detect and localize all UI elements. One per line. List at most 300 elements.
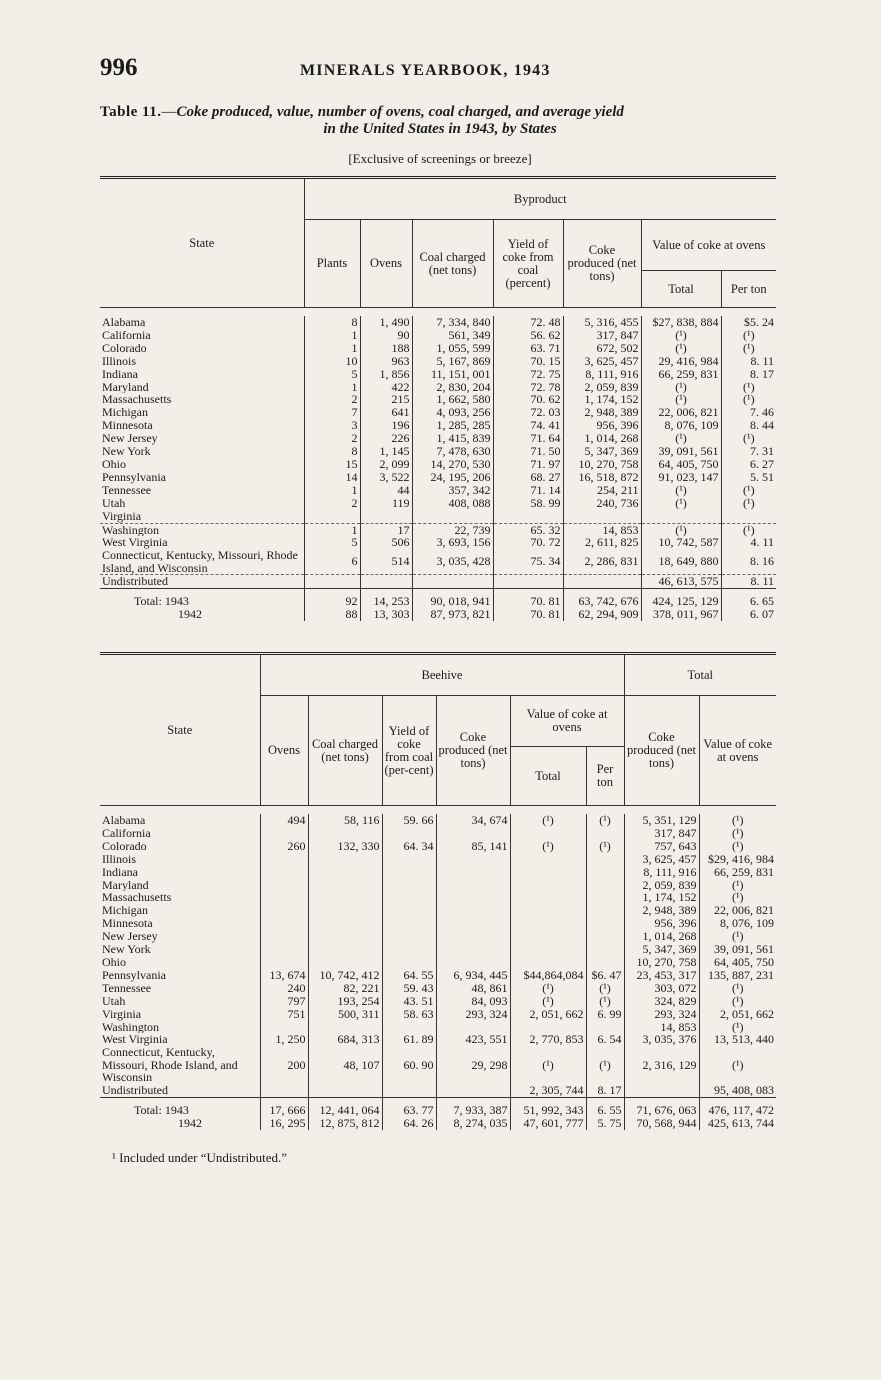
total-value: 14, 253 (360, 589, 412, 608)
value-cell (436, 1084, 510, 1097)
value-cell: 1, 174, 152 (563, 393, 641, 406)
state-cell: Washington (102, 1020, 160, 1034)
value-cell: 135, 887, 231 (699, 969, 776, 982)
value-cell: (¹) (586, 1046, 624, 1084)
value-cell: 2, 305, 744 (510, 1084, 586, 1097)
value-cell: 64, 405, 750 (641, 458, 721, 471)
value-cell: (¹) (699, 1021, 776, 1034)
value-cell (586, 904, 624, 917)
value-cell: 1, 490 (360, 316, 412, 329)
value-cell: 1, 250 (260, 1033, 308, 1046)
value-cell: 226 (360, 432, 412, 445)
value-cell (260, 917, 308, 930)
value-cell (436, 943, 510, 956)
value-cell: (¹) (641, 342, 721, 355)
value-cell (624, 1084, 699, 1097)
state-cell: Minnesota (102, 917, 153, 931)
value-cell: 200 (260, 1046, 308, 1084)
value-cell: 2 (304, 432, 360, 445)
col-coal-header: Coal charged (net tons) (412, 220, 493, 308)
table-row (100, 368, 776, 381)
value-cell (721, 510, 776, 523)
value-cell: 1 (304, 523, 360, 536)
value-cell: 7, 478, 630 (412, 445, 493, 458)
value-cell: 63. 71 (493, 342, 563, 355)
value-cell: 6, 934, 445 (436, 969, 510, 982)
value-cell (641, 510, 721, 523)
table-row (100, 866, 776, 879)
beehive-rows (100, 806, 776, 1130)
value-cell: 5, 316, 455 (563, 316, 641, 329)
value-cell: 8. 17 (721, 368, 776, 381)
value-cell: (¹) (586, 840, 624, 853)
value-cell: 14, 853 (624, 1021, 699, 1034)
state-cell: New Jersey (102, 432, 158, 446)
state-cell: Pennsylvania (102, 470, 166, 484)
value-cell: $6. 47 (586, 969, 624, 982)
state-cell: Undistributed (102, 1083, 168, 1097)
value-cell: 561, 349 (412, 329, 493, 342)
value-cell: 5, 347, 369 (624, 943, 699, 956)
value-cell: 1, 856 (360, 368, 412, 381)
value-cell: 29, 416, 984 (641, 355, 721, 368)
value-cell: 1 (304, 484, 360, 497)
value-cell: 5 (304, 368, 360, 381)
value-cell: 3, 522 (360, 471, 412, 484)
table-row (100, 523, 776, 536)
value-cell: 68. 27 (493, 471, 563, 484)
value-cell: 8, 076, 109 (641, 419, 721, 432)
value-cell: 2, 051, 662 (510, 1008, 586, 1021)
value-cell: 8. 17 (586, 1084, 624, 1097)
state-cell: Ohio (102, 955, 126, 969)
value-cell (360, 510, 412, 523)
total-value: 47, 601, 777 (510, 1117, 586, 1130)
running-title: MINERALS YEARBOOK, 1943 (300, 62, 551, 79)
total-value: 63, 742, 676 (563, 589, 641, 608)
value-cell (260, 853, 308, 866)
value-cell: 357, 342 (412, 484, 493, 497)
table-row (100, 497, 776, 510)
value-cell: 22, 006, 821 (641, 406, 721, 419)
total-group-header: Total (624, 654, 776, 696)
value-cell (412, 575, 493, 589)
table-row (100, 342, 776, 355)
total-value: 476, 117, 472 (699, 1097, 776, 1116)
value-cell: (¹) (586, 995, 624, 1008)
total-value: 8, 274, 035 (436, 1117, 510, 1130)
total-value: 6. 07 (721, 608, 776, 621)
value-cell (510, 879, 586, 892)
value-cell: 2, 099 (360, 458, 412, 471)
value-cell: 44 (360, 484, 412, 497)
value-cell: (¹) (721, 484, 776, 497)
state-cell: Utah (102, 496, 126, 510)
value-cell: $27, 838, 884 (641, 316, 721, 329)
total-value: 70, 568, 944 (624, 1117, 699, 1130)
value-cell: 324, 829 (624, 995, 699, 1008)
value-cell: 56. 62 (493, 329, 563, 342)
value-cell: 8, 111, 916 (563, 368, 641, 381)
value-cell: 963 (360, 355, 412, 368)
value-cell (308, 827, 382, 840)
value-cell: (¹) (699, 891, 776, 904)
state-cell: California (102, 826, 151, 840)
value-cell: 6. 27 (721, 458, 776, 471)
state-cell: Indiana (102, 367, 138, 381)
value-cell (304, 510, 360, 523)
col-value-perton-header: Per ton (586, 747, 624, 806)
value-cell: 5, 167, 869 (412, 355, 493, 368)
value-cell: 1, 145 (360, 445, 412, 458)
value-cell (382, 879, 436, 892)
col-coal-header: Coal charged (net tons) (308, 696, 382, 806)
value-cell (382, 904, 436, 917)
value-cell: 3, 035, 376 (624, 1033, 699, 1046)
value-cell: 3, 693, 156 (412, 536, 493, 549)
value-cell: 119 (360, 497, 412, 510)
value-cell: 58, 116 (308, 814, 382, 827)
value-cell: 408, 088 (412, 497, 493, 510)
value-cell: 1, 415, 839 (412, 432, 493, 445)
value-cell: (¹) (699, 827, 776, 840)
value-cell: (¹) (510, 1046, 586, 1084)
value-cell (436, 917, 510, 930)
state-cell: Minnesota (102, 419, 153, 433)
value-cell (260, 866, 308, 879)
value-cell: 72. 78 (493, 381, 563, 394)
state-cell: Ohio (102, 457, 126, 471)
value-cell: 10, 270, 758 (624, 956, 699, 969)
value-cell: 1 (304, 329, 360, 342)
value-cell: 751 (260, 1008, 308, 1021)
value-cell: 64. 34 (382, 840, 436, 853)
value-cell: 8 (304, 445, 360, 458)
value-cell: 90 (360, 329, 412, 342)
col-value-total-header: Total (510, 747, 586, 806)
value-cell: 641 (360, 406, 412, 419)
value-cell: 3, 625, 457 (624, 853, 699, 866)
value-cell: 14, 270, 530 (412, 458, 493, 471)
value-cell: 684, 313 (308, 1033, 382, 1046)
value-cell (382, 956, 436, 969)
value-cell: 13, 674 (260, 969, 308, 982)
value-cell: 24, 195, 206 (412, 471, 493, 484)
total-value: 6. 55 (586, 1097, 624, 1116)
value-cell: 4. 11 (721, 536, 776, 549)
value-cell (586, 891, 624, 904)
value-cell: 6. 99 (586, 1008, 624, 1021)
value-cell: 65. 32 (493, 523, 563, 536)
state-cell: Massachusetts (102, 393, 172, 407)
state-cell: Alabama (102, 814, 146, 827)
value-cell (260, 891, 308, 904)
value-cell: 71. 14 (493, 484, 563, 497)
value-cell: 1, 662, 580 (412, 393, 493, 406)
value-cell: 240, 736 (563, 497, 641, 510)
table-title-line2: in the United States in 1943, by States (323, 121, 557, 137)
state-cell: Utah (102, 994, 126, 1008)
value-cell: 7 (304, 406, 360, 419)
value-cell: 18, 649, 880 (641, 549, 721, 575)
value-cell (510, 904, 586, 917)
byproduct-group-header: Byproduct (304, 178, 776, 220)
value-cell (436, 904, 510, 917)
state-cell: Massachusetts (102, 891, 172, 905)
value-cell: 91, 023, 147 (641, 471, 721, 484)
value-cell: 14, 853 (563, 523, 641, 536)
value-cell: $29, 416, 984 (699, 853, 776, 866)
value-cell: (¹) (699, 930, 776, 943)
value-cell: 5, 351, 129 (624, 814, 699, 827)
value-cell: 2, 830, 204 (412, 381, 493, 394)
value-cell: 1, 174, 152 (624, 891, 699, 904)
value-cell: 72. 48 (493, 316, 563, 329)
value-cell: (¹) (641, 393, 721, 406)
state-cell: New Jersey (102, 930, 158, 944)
value-cell: $5. 24 (721, 316, 776, 329)
state-cell: Illinois (102, 354, 137, 368)
value-cell (360, 575, 412, 589)
table-title-line1: Coke produced, value, number of ovens, coal charged, and average yield (176, 104, 624, 120)
value-cell: (¹) (641, 432, 721, 445)
value-cell: (¹) (510, 814, 586, 827)
state-cell: Colorado (102, 839, 147, 853)
total-value: 425, 613, 744 (699, 1117, 776, 1130)
value-cell (510, 853, 586, 866)
value-cell (436, 827, 510, 840)
value-cell (510, 930, 586, 943)
value-cell: 2 (304, 393, 360, 406)
value-cell: 95, 408, 083 (699, 1084, 776, 1097)
value-cell (493, 510, 563, 523)
total-row (100, 589, 776, 608)
value-cell: 10, 742, 587 (641, 536, 721, 549)
total-value: 5. 75 (586, 1117, 624, 1130)
value-cell: (¹) (721, 497, 776, 510)
total-value: 17, 666 (260, 1097, 308, 1116)
col-plants-header: Plants (304, 220, 360, 308)
footnote: ¹ Included under “Undistributed.” (112, 1150, 288, 1165)
value-cell: 8, 111, 916 (624, 866, 699, 879)
value-cell: 2, 059, 839 (563, 381, 641, 394)
value-cell: 2, 948, 389 (563, 406, 641, 419)
value-cell: 71. 64 (493, 432, 563, 445)
value-cell: (¹) (699, 840, 776, 853)
value-cell: 43. 51 (382, 995, 436, 1008)
value-cell: 254, 211 (563, 484, 641, 497)
value-cell: 59. 66 (382, 814, 436, 827)
total-label: 1942 (178, 608, 202, 622)
value-cell: 10, 742, 412 (308, 969, 382, 982)
value-cell: 8. 11 (721, 575, 776, 589)
value-cell: 72. 03 (493, 406, 563, 419)
value-cell: 75. 34 (493, 549, 563, 575)
value-cell: 1, 285, 285 (412, 419, 493, 432)
table-row (100, 1033, 776, 1046)
state-cell: Pennsylvania (102, 968, 166, 982)
byproduct-rows (100, 308, 776, 622)
value-cell: (¹) (699, 879, 776, 892)
value-cell (586, 956, 624, 969)
value-cell (260, 930, 308, 943)
value-cell: 66, 259, 831 (641, 368, 721, 381)
value-cell: (¹) (721, 523, 776, 536)
state-cell: New York (102, 445, 151, 458)
value-cell: 60. 90 (382, 1046, 436, 1084)
value-cell: 506 (360, 536, 412, 549)
table-row (100, 995, 776, 1008)
table-row (100, 549, 776, 575)
value-cell (436, 956, 510, 969)
value-cell: (¹) (641, 497, 721, 510)
value-cell (586, 917, 624, 930)
value-cell: (¹) (641, 523, 721, 536)
value-cell: 193, 254 (308, 995, 382, 1008)
table-row (100, 1046, 776, 1084)
value-cell: (¹) (699, 1046, 776, 1084)
value-cell: 8. 44 (721, 419, 776, 432)
total-value: 378, 011, 967 (641, 608, 721, 621)
value-cell (510, 827, 586, 840)
table-row (100, 814, 776, 827)
value-cell: 8. 11 (721, 355, 776, 368)
value-cell (436, 853, 510, 866)
value-cell (586, 827, 624, 840)
col-state-header: State (100, 178, 304, 308)
table-row (100, 329, 776, 342)
value-cell: (¹) (586, 982, 624, 995)
col-ovens-header: Ovens (260, 696, 308, 806)
state-cell: Washington (102, 523, 160, 537)
table-row (100, 536, 776, 549)
total-value: 13, 303 (360, 608, 412, 621)
table-caption: Table 11.—Coke produced, value, number of ovens, coal charged, and average yield in the United States in 1943, by States (100, 104, 780, 138)
value-cell: 7, 334, 840 (412, 316, 493, 329)
value-cell: 2, 286, 831 (563, 549, 641, 575)
value-cell: 71. 97 (493, 458, 563, 471)
total-value: 51, 992, 343 (510, 1097, 586, 1116)
value-cell: 82, 221 (308, 982, 382, 995)
value-cell (510, 956, 586, 969)
value-cell (493, 575, 563, 589)
value-cell: 494 (260, 814, 308, 827)
value-cell: (¹) (510, 995, 586, 1008)
state-cell: Alabama (102, 316, 146, 329)
table-row (100, 853, 776, 866)
value-cell: 66, 259, 831 (699, 866, 776, 879)
value-cell: 2 (304, 497, 360, 510)
table-row (100, 510, 776, 523)
value-cell: 500, 311 (308, 1008, 382, 1021)
table-row (100, 484, 776, 497)
total-label: Total: 1943 (134, 594, 189, 609)
value-cell (260, 943, 308, 956)
state-cell: Tennessee (102, 981, 152, 995)
value-cell: (¹) (699, 814, 776, 827)
total-value: 87, 973, 821 (412, 608, 493, 621)
value-cell: 132, 330 (308, 840, 382, 853)
value-cell: (¹) (721, 381, 776, 394)
value-cell (308, 930, 382, 943)
table-row (100, 1008, 776, 1021)
value-cell: 1, 055, 599 (412, 342, 493, 355)
table-row (100, 316, 776, 329)
value-cell (586, 879, 624, 892)
value-cell (308, 879, 382, 892)
value-cell (586, 943, 624, 956)
value-cell: 293, 324 (624, 1008, 699, 1021)
value-cell: 2, 948, 389 (624, 904, 699, 917)
value-cell (436, 879, 510, 892)
value-cell: 7. 46 (721, 406, 776, 419)
total-value: 92 (304, 589, 360, 608)
value-cell: 7. 31 (721, 445, 776, 458)
value-cell (382, 917, 436, 930)
value-cell: 46, 613, 575 (641, 575, 721, 589)
value-cell (382, 853, 436, 866)
table-row (100, 956, 776, 969)
total-value: 64. 26 (382, 1117, 436, 1130)
total-row (100, 608, 776, 621)
state-cell: New York (102, 943, 151, 956)
total-value: 70. 81 (493, 589, 563, 608)
value-cell: (¹) (721, 432, 776, 445)
value-cell (412, 510, 493, 523)
total-value: 7, 933, 387 (436, 1097, 510, 1116)
value-cell (382, 891, 436, 904)
value-cell: 2, 059, 839 (624, 879, 699, 892)
value-cell: 215 (360, 393, 412, 406)
value-cell (308, 904, 382, 917)
total-value: 6. 65 (721, 589, 776, 608)
value-cell: 6 (304, 549, 360, 575)
col-yield-header: Yield of coke from coal (per-cent) (382, 696, 436, 806)
value-cell (436, 866, 510, 879)
total-value: 88 (304, 608, 360, 621)
value-cell: (¹) (721, 393, 776, 406)
total-label: Total: 1943 (134, 1102, 189, 1117)
value-cell: 8, 076, 109 (699, 917, 776, 930)
value-cell: 672, 502 (563, 342, 641, 355)
value-cell: 3, 035, 428 (412, 549, 493, 575)
value-cell: (¹) (510, 982, 586, 995)
table-row (100, 575, 776, 589)
value-cell: 1, 014, 268 (624, 930, 699, 943)
value-cell: 5, 347, 369 (563, 445, 641, 458)
state-cell: Connecticut, Kentucky, Missouri, Rhode Island, and Wisconsin (102, 549, 298, 575)
value-cell: 72. 75 (493, 368, 563, 381)
value-cell: 74. 41 (493, 419, 563, 432)
state-cell: Virginia (102, 509, 142, 523)
value-cell: (¹) (721, 329, 776, 342)
byproduct-table (100, 176, 776, 621)
value-cell (510, 866, 586, 879)
value-cell: 70. 62 (493, 393, 563, 406)
value-cell (382, 1084, 436, 1097)
value-cell: 39, 091, 561 (699, 943, 776, 956)
value-cell: 22, 006, 821 (699, 904, 776, 917)
table-note: [Exclusive of screenings or breeze] (348, 151, 532, 166)
value-cell: 34, 674 (436, 814, 510, 827)
table-row (100, 840, 776, 853)
value-cell: 2, 316, 129 (624, 1046, 699, 1084)
value-cell: 6. 54 (586, 1033, 624, 1046)
value-cell: 514 (360, 549, 412, 575)
table-row (100, 827, 776, 840)
value-cell (308, 917, 382, 930)
table-row (100, 982, 776, 995)
